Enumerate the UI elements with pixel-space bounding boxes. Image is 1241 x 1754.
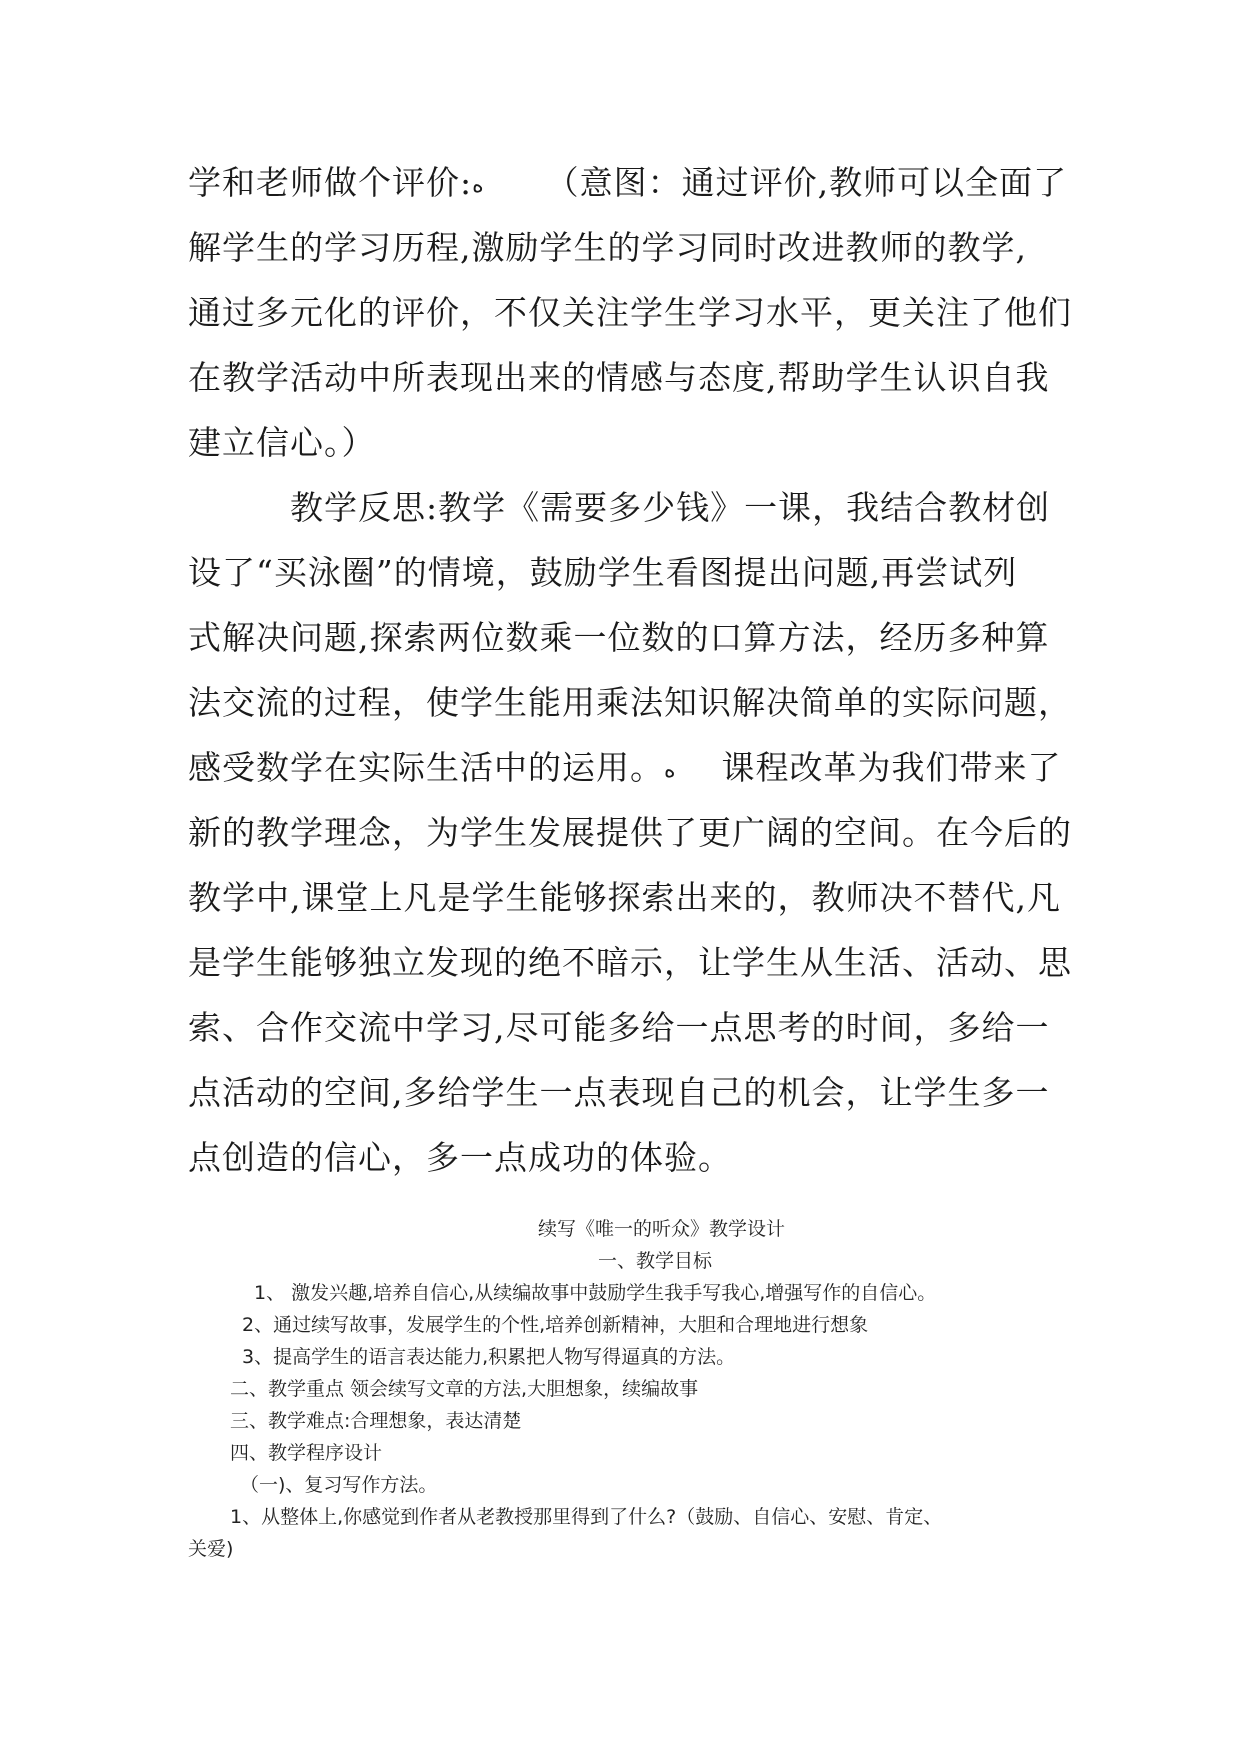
list-item: 3、提高学生的语言表达能力,积累把人物写得逼真的方法。 bbox=[242, 1346, 736, 1368]
subsection-heading: （一)、复习写作方法。 bbox=[240, 1474, 438, 1496]
paragraph-line: 是学生能够独立发现的绝不暗示，让学生从生活、活动、思 bbox=[188, 943, 1072, 982]
paragraph-line: 通过多元化的评价，不仅关注学生学习水平，更关注了他们 bbox=[188, 293, 1072, 332]
section-heading: 三、教学难点:合理想象，表达清楚 bbox=[230, 1410, 522, 1432]
line-text: （意图：通过评价,教师可以全面了 bbox=[545, 163, 1068, 202]
paragraph-line bbox=[188, 735, 1068, 803]
line-text: 学和老师做个评价: bbox=[188, 163, 473, 202]
paragraph-line: 教学反思:教学《需要多少钱》一课，我结合教材创 bbox=[290, 488, 1051, 527]
line-text: 课程改革为我们带来了 bbox=[721, 748, 1062, 787]
paragraph-line: 设了“买泳圈”的情境，鼓励学生看图提出问题,再尝试列 bbox=[188, 553, 1018, 592]
paragraph-line: 教学中,课堂上凡是学生能够探索出来的，教师决不替代,凡 bbox=[188, 878, 1061, 917]
paragraph-line: 式解决问题,探索两位数乘一位数的口算方法，经历多种算 bbox=[188, 618, 1050, 657]
paragraph-mark-icon: ه bbox=[472, 172, 484, 198]
question-line: 关爱) bbox=[188, 1538, 234, 1560]
paragraph-line: 新的教学理念，为学生发展提供了更广阔的空间。在今后的 bbox=[188, 813, 1072, 852]
paragraph-mark-icon: ه bbox=[664, 757, 676, 783]
paragraph-line: 建立信心。） bbox=[188, 423, 376, 462]
paragraph-line: 法交流的过程，使学生能用乘法知识解决简单的实际问题， bbox=[188, 683, 1072, 722]
question-line: 1、从整体上,你感觉到作者从老教授那里得到了什么?（鼓励、自信心、安慰、肯定、 bbox=[230, 1506, 943, 1528]
paragraph-line: 点活动的空间,多给学生一点表现自己的机会，让学生多一 bbox=[188, 1073, 1050, 1112]
paragraph-line: 点创造的信心，多一点成功的体验。 bbox=[188, 1138, 732, 1177]
line-text: 感受数学在实际生活中的运用。 bbox=[188, 748, 664, 787]
section-heading: 四、教学程序设计 bbox=[230, 1442, 383, 1464]
document-title: 续写《唯一的听众》教学设计 bbox=[538, 1218, 786, 1240]
paragraph-line: 在教学活动中所表现出来的情感与态度,帮助学生认识自我 bbox=[188, 358, 1050, 397]
paragraph-line: 解学生的学习历程,激励学生的学习同时改进教师的教学, bbox=[188, 228, 1027, 267]
paragraph-line bbox=[188, 150, 1068, 218]
list-item: 2、通过续写故事，发展学生的个性,培养创新精神，大胆和合理地进行想象 bbox=[242, 1314, 869, 1336]
section-heading: 一、教学目标 bbox=[598, 1250, 713, 1272]
list-item: 1、 激发兴趣,培养自信心,从续编故事中鼓励学生我手写我心,增强写作的自信心。 bbox=[254, 1282, 937, 1304]
paragraph-line: 索、合作交流中学习,尽可能多给一点思考的时间，多给一 bbox=[188, 1008, 1050, 1047]
section-heading: 二、教学重点 领会续写文章的方法,大胆想象，续编故事 bbox=[230, 1378, 699, 1400]
